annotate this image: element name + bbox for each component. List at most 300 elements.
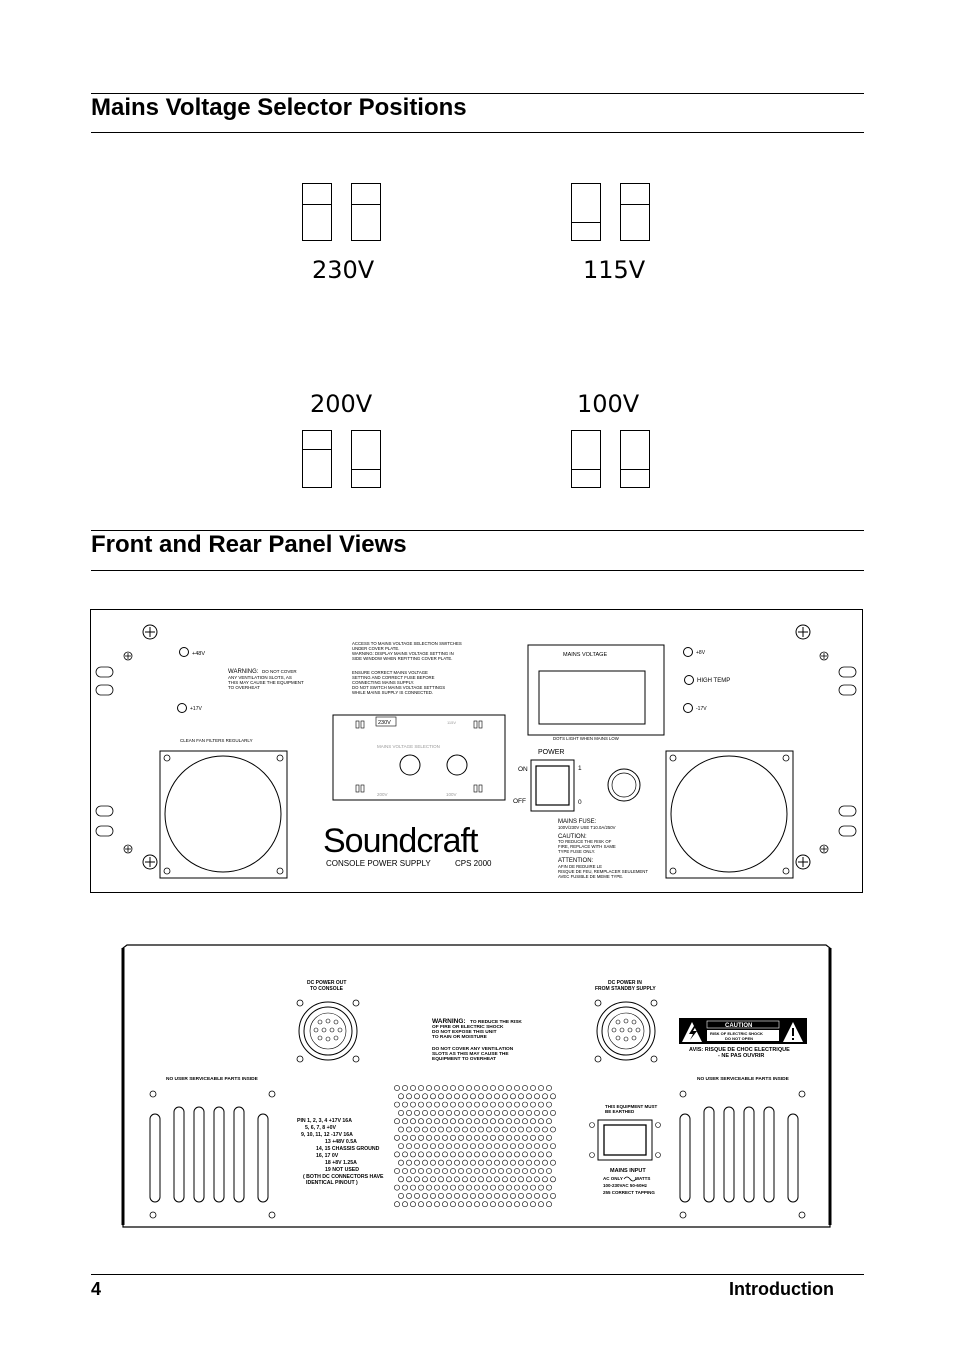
vent-hole	[410, 1168, 415, 1173]
vent-hole	[494, 1144, 499, 1149]
fan-right	[666, 751, 793, 878]
pinout-line: IDENTICAL PINOUT )	[306, 1180, 358, 1186]
vent-hole	[526, 1144, 531, 1149]
attention-line: AFIN DE REDUIRE LE	[558, 864, 602, 869]
vent-hole	[506, 1168, 511, 1173]
vent-hole	[462, 1127, 467, 1132]
vent-hole	[502, 1127, 507, 1132]
vent-hole	[502, 1160, 507, 1165]
vent-hole	[526, 1177, 531, 1182]
tapping-label: 255 CORRECT TAPPING	[603, 1190, 655, 1195]
vent-hole	[490, 1102, 495, 1107]
led-minus17v-label: -17V	[696, 706, 707, 712]
vent-hole	[518, 1144, 523, 1149]
vent-hole	[538, 1202, 543, 1207]
vent-hole	[498, 1185, 503, 1190]
rear-panel-diagram	[120, 942, 834, 1230]
led-48v-icon	[180, 648, 189, 657]
vent-hole	[474, 1119, 479, 1124]
vent-hole	[534, 1177, 539, 1182]
pinout-line: 9, 10, 11, 12 -17V 16A	[301, 1132, 353, 1138]
vent-hole	[418, 1202, 423, 1207]
vent-hole	[534, 1160, 539, 1165]
vent-hole	[406, 1094, 411, 1099]
front-warning-line: THIS MAY CAUSE THE EQUIPMENT	[228, 680, 304, 685]
selector-heading: Mains Voltage Selector Positions	[91, 94, 467, 121]
vent-hole	[422, 1144, 427, 1149]
risk-shock-text: RISK OF ELECTRIC SHOCK	[710, 1031, 763, 1036]
front-warning-line: ANY VENTILATION SLOTS, AS	[228, 675, 292, 680]
vent-hole	[526, 1127, 531, 1132]
vent-hole	[442, 1202, 447, 1207]
vent-hole	[462, 1160, 467, 1165]
vent-hole	[402, 1135, 407, 1140]
vent-hole	[462, 1144, 467, 1149]
vent-hole	[530, 1185, 535, 1190]
vent-hole	[478, 1110, 483, 1115]
mains-voltage-frame	[528, 645, 664, 735]
vent-hole	[546, 1152, 551, 1157]
vent-slots-left	[150, 1107, 268, 1202]
vent-hole	[438, 1160, 443, 1165]
vent-hole	[494, 1177, 499, 1182]
vent-hole	[414, 1110, 419, 1115]
vent-hole	[398, 1094, 403, 1099]
vent-hole	[486, 1144, 491, 1149]
vent-hole	[426, 1135, 431, 1140]
ensure-text: DO NOT SWITCH MAINS VOLTAGE SETTINGS	[352, 685, 446, 690]
vent-hole	[522, 1119, 527, 1124]
vent-hole	[422, 1177, 427, 1182]
led-8v-label: +8V	[696, 650, 706, 656]
vent-hole	[426, 1119, 431, 1124]
vent-hole	[398, 1177, 403, 1182]
vent-hole	[534, 1127, 539, 1132]
vent-hole	[542, 1127, 547, 1132]
rule-bottom-selector	[91, 132, 864, 133]
vent-hole	[466, 1085, 471, 1090]
vent-hole	[542, 1144, 547, 1149]
vent-hole	[422, 1160, 427, 1165]
vent-hole	[534, 1144, 539, 1149]
vent-hole	[522, 1135, 527, 1140]
vent-hole	[530, 1152, 535, 1157]
vent-hole	[470, 1094, 475, 1099]
vent-hole	[406, 1144, 411, 1149]
vent-hole	[494, 1160, 499, 1165]
vent-hole	[474, 1168, 479, 1173]
vent-hole	[446, 1177, 451, 1182]
vent-hole	[410, 1185, 415, 1190]
vent-hole	[546, 1135, 551, 1140]
vent-hole	[434, 1168, 439, 1173]
rule-bottom-panels	[91, 570, 864, 571]
front-caution-line: TYPE FUSE ONLY.	[558, 849, 596, 854]
vent-hole	[450, 1119, 455, 1124]
vent-hole	[442, 1135, 447, 1140]
vent-hole	[550, 1094, 555, 1099]
vent-hole	[518, 1127, 523, 1132]
vent-hole	[446, 1160, 451, 1165]
vent-hole	[410, 1119, 415, 1124]
vent-hole	[478, 1127, 483, 1132]
avis-text-1: AVIS: RISQUE DE CHOC ELECTRIQUE	[689, 1047, 790, 1053]
access-text: UNDER COVER PLATE.	[352, 646, 400, 651]
vent-hole	[470, 1144, 475, 1149]
vent-hole	[426, 1085, 431, 1090]
switch-200-left	[302, 430, 332, 488]
vent-hole	[550, 1127, 555, 1132]
vent-hole	[414, 1094, 419, 1099]
vent-hole	[490, 1135, 495, 1140]
pinout-line: 13 +48V 0.5A	[325, 1139, 357, 1145]
switch-200-right	[351, 430, 381, 488]
vent-hole	[394, 1168, 399, 1173]
mains-voltage-label: MAINS VOLTAGE	[563, 652, 608, 658]
dots-light-label: DOTS LIGHT WHEN MAINS LOW	[553, 736, 619, 741]
vent-hole	[394, 1119, 399, 1124]
dc-in-label-2: FROM STANDBY SUPPLY	[595, 986, 656, 992]
mains-input-socket	[598, 1120, 652, 1160]
access-text: SIDE WINDOW WHEN REFITTING COVER PLATE.	[352, 656, 453, 661]
do-not-open-text: DO NOT OPEN	[725, 1036, 754, 1041]
label-230v: 230V	[312, 256, 375, 284]
vent-hole	[486, 1094, 491, 1099]
model-label: CPS 2000	[455, 859, 492, 868]
vent-hole	[502, 1094, 507, 1099]
vent-hole	[514, 1185, 519, 1190]
vent-hole	[510, 1193, 515, 1198]
vent-hole	[430, 1177, 435, 1182]
rear-warning-line: OF FIRE OR ELECTRIC SHOCK	[432, 1025, 504, 1030]
vent-hole	[394, 1102, 399, 1107]
vent-hole	[394, 1085, 399, 1090]
vent-hole	[398, 1160, 403, 1165]
led-hightemp-icon	[685, 676, 694, 685]
vent-hole	[502, 1110, 507, 1115]
vent-hole	[434, 1085, 439, 1090]
vent-hole	[410, 1102, 415, 1107]
vent-hole	[450, 1152, 455, 1157]
vent-hole	[522, 1102, 527, 1107]
vent-hole	[546, 1185, 551, 1190]
vent-hole	[422, 1110, 427, 1115]
vent-hole	[502, 1193, 507, 1198]
vent-hole	[458, 1119, 463, 1124]
vent-hole	[442, 1102, 447, 1107]
vent-hole	[402, 1202, 407, 1207]
vent-hole	[466, 1119, 471, 1124]
vent-hole	[490, 1168, 495, 1173]
vent-hole	[538, 1119, 543, 1124]
vent-hole	[394, 1135, 399, 1140]
page-number: 4	[91, 1279, 102, 1299]
vent-hole	[514, 1119, 519, 1124]
vent-hole	[430, 1127, 435, 1132]
vent-hole	[426, 1102, 431, 1107]
vent-hole	[526, 1160, 531, 1165]
vent-hole	[466, 1102, 471, 1107]
vent-hole	[418, 1185, 423, 1190]
vent-hole	[434, 1102, 439, 1107]
vent-hole	[490, 1119, 495, 1124]
vent-hole	[474, 1202, 479, 1207]
vent-hole	[402, 1185, 407, 1190]
pinout-line: PIN 1, 2, 3, 4 +17V 16A	[297, 1118, 352, 1124]
vent-hole	[442, 1152, 447, 1157]
access-text: WARNING: DISPLAY MAINS VOLTAGE SETTING IN	[352, 651, 454, 656]
mains-voltage-window	[539, 671, 645, 724]
vent-hole	[506, 1135, 511, 1140]
vent-hole	[522, 1185, 527, 1190]
vent-hole	[514, 1168, 519, 1173]
vent-hole	[414, 1160, 419, 1165]
vent-hole	[526, 1193, 531, 1198]
dc-in-connector-icon	[595, 1000, 657, 1062]
vent-hole	[458, 1168, 463, 1173]
product-label: CONSOLE POWER SUPPLY	[326, 859, 431, 868]
vent-hole	[486, 1193, 491, 1198]
vent-hole	[418, 1119, 423, 1124]
led-17v-label: +17V	[190, 706, 202, 712]
vent-hole	[542, 1110, 547, 1115]
vent-hole	[514, 1152, 519, 1157]
vent-hole	[438, 1094, 443, 1099]
vent-hole	[438, 1177, 443, 1182]
ensure-text: SETTING AND CORRECT FUSE BEFORE	[352, 675, 435, 680]
dc-out-connector-icon	[297, 1000, 359, 1062]
vent-hole	[450, 1085, 455, 1090]
vent-hole	[462, 1177, 467, 1182]
vent-hole	[450, 1202, 455, 1207]
vent-hole	[510, 1094, 515, 1099]
vent-hole	[466, 1185, 471, 1190]
vent-hole	[458, 1102, 463, 1107]
vent-hole	[534, 1110, 539, 1115]
access-text: ACCESS TO MAINS VOLTAGE SELECTION SWITCHES	[352, 641, 462, 646]
front-caution-line: TO REDUCE THE RISK OF	[558, 839, 612, 844]
vent-hole	[406, 1160, 411, 1165]
front-warning-line: TO OVERHEAT	[228, 685, 260, 690]
vent-hole	[402, 1119, 407, 1124]
vent-hole	[442, 1119, 447, 1124]
no-user-serviceable-right: NO USER SERVICEABLE PARTS INSIDE	[697, 1077, 789, 1082]
vent-hole	[474, 1102, 479, 1107]
vent-grid	[394, 1085, 555, 1206]
vent-hole	[514, 1135, 519, 1140]
vent-hole	[398, 1144, 403, 1149]
vent-hole	[426, 1185, 431, 1190]
vent-hole	[498, 1085, 503, 1090]
earthed-label-2: BE EARTHED	[605, 1109, 635, 1114]
vent-hole	[522, 1202, 527, 1207]
vent-hole	[430, 1160, 435, 1165]
vent-hole	[550, 1177, 555, 1182]
vent-hole	[498, 1119, 503, 1124]
vent-hole	[494, 1193, 499, 1198]
vent-hole	[466, 1202, 471, 1207]
vent-hole	[434, 1135, 439, 1140]
vent-hole	[478, 1144, 483, 1149]
front-warning-head: WARNING:	[228, 669, 259, 675]
power-one-label: 1	[578, 765, 582, 772]
vent-hole	[402, 1168, 407, 1173]
vent-hole	[414, 1144, 419, 1149]
vent-hole	[458, 1085, 463, 1090]
vent-hole	[418, 1085, 423, 1090]
vent-hole	[542, 1160, 547, 1165]
vent-hole	[454, 1144, 459, 1149]
vent-hole	[434, 1185, 439, 1190]
vent-hole	[422, 1127, 427, 1132]
plate-title: MAINS VOLTAGE SELECTION	[377, 744, 440, 749]
power-off-label: OFF	[513, 798, 526, 805]
vent-hole	[454, 1193, 459, 1198]
vent-hole	[454, 1094, 459, 1099]
vent-hole	[394, 1152, 399, 1157]
panels-heading: Front and Rear Panel Views	[91, 531, 407, 558]
ensure-text: WHILE MAINS SUPPLY IS CONNECTED.	[352, 690, 434, 695]
vent-hole	[498, 1152, 503, 1157]
vent-hole	[482, 1152, 487, 1157]
vent-hole	[538, 1152, 543, 1157]
vent-hole	[506, 1102, 511, 1107]
vent-hole	[526, 1094, 531, 1099]
vent-hole	[474, 1185, 479, 1190]
rear-warning-line: DO NOT EXPOSE THIS UNIT	[432, 1030, 497, 1035]
plate-115-label: 115V	[447, 720, 457, 725]
vent-hole	[474, 1152, 479, 1157]
fan-left	[160, 751, 287, 878]
led-8v-icon	[684, 648, 693, 657]
vent-hole	[498, 1102, 503, 1107]
vent-hole	[438, 1144, 443, 1149]
section-name: Introduction	[729, 1279, 834, 1299]
vent-hole	[462, 1193, 467, 1198]
vent-hole	[414, 1177, 419, 1182]
vent-hole	[510, 1144, 515, 1149]
vent-hole	[446, 1094, 451, 1099]
power-zero-label: 0	[578, 799, 582, 806]
vent-hole	[538, 1168, 543, 1173]
rear-warning-line: EQUIPMENT TO OVERHEAT	[432, 1057, 497, 1062]
vent-hole	[518, 1160, 523, 1165]
vent-hole	[486, 1160, 491, 1165]
fuse-value: 100V/230V USE T10.0A/250V	[558, 825, 616, 830]
vent-hole	[450, 1185, 455, 1190]
vent-hole	[506, 1152, 511, 1157]
switch-100-right	[620, 430, 650, 488]
vent-hole	[458, 1185, 463, 1190]
clean-filters-label: CLEAN FAN FILTERS REGULARLY	[180, 738, 253, 743]
dc-in-label-1: DC POWER IN	[608, 980, 642, 986]
vent-hole	[530, 1085, 535, 1090]
vent-hole	[518, 1094, 523, 1099]
vent-hole	[510, 1110, 515, 1115]
vent-hole	[446, 1193, 451, 1198]
plate-100-label: 100V	[446, 792, 457, 797]
vent-hole	[502, 1144, 507, 1149]
vent-hole	[438, 1110, 443, 1115]
fuse-head: MAINS FUSE:	[558, 819, 597, 825]
label-100v: 100V	[577, 390, 640, 418]
rear-screw-icon	[150, 1091, 805, 1218]
vent-hole	[398, 1110, 403, 1115]
vent-hole	[450, 1135, 455, 1140]
vent-hole	[450, 1168, 455, 1173]
vent-hole	[434, 1119, 439, 1124]
vent-hole	[418, 1152, 423, 1157]
rule-footer	[91, 1274, 864, 1275]
vent-hole	[514, 1202, 519, 1207]
vent-hole	[538, 1185, 543, 1190]
led-minus17v-icon	[684, 704, 693, 713]
pinout-line: 19 NOT USED	[325, 1167, 360, 1173]
rear-warning-line: SLOTS AS THIS MAY CAUSE THE	[432, 1052, 509, 1057]
vent-hole	[454, 1160, 459, 1165]
socket-screw-icon	[590, 1123, 661, 1158]
vent-hole	[538, 1135, 543, 1140]
vent-hole	[422, 1094, 427, 1099]
pinout-line: 16, 17 0V	[316, 1153, 339, 1159]
vent-hole	[490, 1085, 495, 1090]
vent-hole	[534, 1094, 539, 1099]
vent-hole	[502, 1177, 507, 1182]
vent-hole	[482, 1202, 487, 1207]
vent-hole	[454, 1177, 459, 1182]
vent-hole	[490, 1202, 495, 1207]
rear-warning-head: WARNING:	[432, 1018, 466, 1025]
vent-hole	[434, 1202, 439, 1207]
screw-icon	[143, 625, 157, 639]
vent-hole	[474, 1135, 479, 1140]
attention-line: AVEC FUSIBLE DE MEME TYPE.	[558, 874, 624, 879]
vent-hole	[478, 1094, 483, 1099]
vent-hole	[466, 1135, 471, 1140]
vent-hole	[490, 1152, 495, 1157]
vent-hole	[454, 1127, 459, 1132]
vent-hole	[546, 1085, 551, 1090]
power-label: POWER	[538, 749, 565, 756]
vent-hole	[402, 1102, 407, 1107]
vent-hole	[466, 1152, 471, 1157]
vent-hole	[494, 1094, 499, 1099]
attention-line: RISQUE DE FEU, REMPLACER SEULEMENT	[558, 869, 649, 874]
vent-hole	[490, 1185, 495, 1190]
vent-hole	[514, 1102, 519, 1107]
earthed-label-1: THIS EQUIPMENT MUST	[605, 1104, 658, 1109]
vent-hole	[538, 1102, 543, 1107]
vent-hole	[530, 1202, 535, 1207]
vent-hole	[478, 1193, 483, 1198]
vent-hole	[538, 1085, 543, 1090]
vent-hole	[506, 1085, 511, 1090]
vent-hole	[454, 1110, 459, 1115]
vent-hole	[474, 1085, 479, 1090]
vent-hole	[486, 1110, 491, 1115]
led-17v-icon	[178, 704, 187, 713]
vent-hole	[550, 1144, 555, 1149]
vent-hole	[462, 1094, 467, 1099]
vent-hole	[482, 1085, 487, 1090]
front-caution-head: CAUTION:	[558, 834, 587, 840]
vent-hole	[494, 1110, 499, 1115]
vent-hole	[542, 1177, 547, 1182]
vent-hole	[482, 1119, 487, 1124]
vent-hole	[394, 1185, 399, 1190]
vent-hole	[470, 1110, 475, 1115]
vent-hole	[550, 1160, 555, 1165]
